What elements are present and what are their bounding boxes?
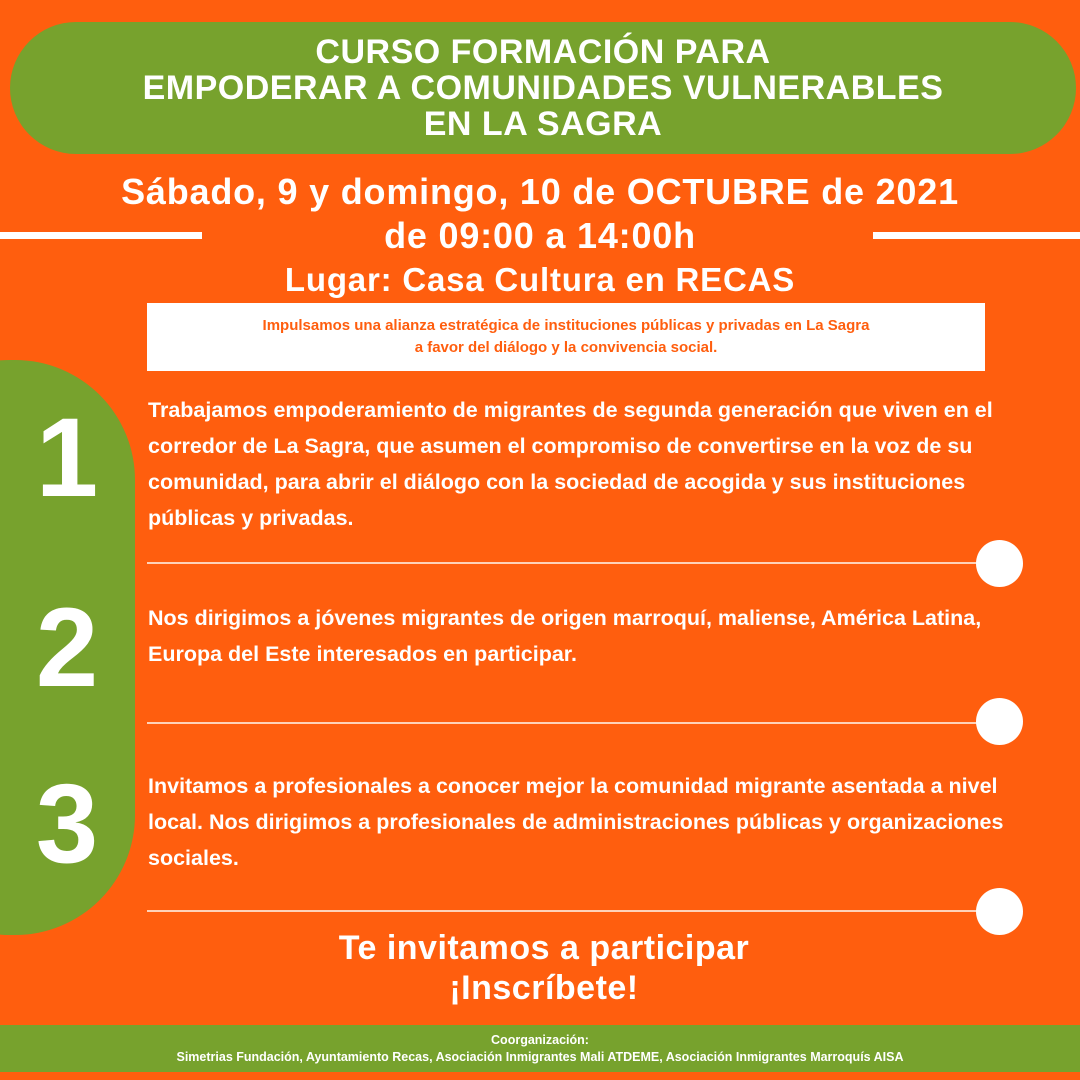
item-number-1: 1	[35, 395, 99, 520]
item-number-3: 3	[35, 761, 99, 886]
item-divider-3	[147, 910, 977, 912]
event-details	[0, 170, 1080, 302]
event-place: Lugar: Casa Cultura en RECAS	[284, 261, 796, 298]
item-number-2: 2	[35, 585, 99, 710]
call-to-action	[0, 928, 1080, 1008]
title-line-2: EMPODERAR A COMUNIDADES VULNERABLES	[142, 69, 944, 107]
item-divider-1	[147, 562, 977, 564]
intro-box	[147, 303, 985, 371]
footer-organizers	[0, 1025, 1080, 1072]
title-line-3: EN LA SAGRA	[423, 105, 663, 143]
event-dates: Sábado, 9 y domingo, 10 de OCTUBRE de 2021	[121, 171, 959, 212]
cta-invite: Te invitamos a participar	[338, 929, 750, 967]
item-divider-2	[147, 722, 977, 724]
footer-label: Coorganización:	[491, 1032, 589, 1047]
title-banner	[10, 22, 1076, 154]
title-line-1: CURSO FORMACIÓN PARA	[315, 33, 771, 71]
item-text-2: Nos dirigimos a jóvenes migrantes de origen marroquí, maliense, América Latina, Europa del Este interesados en participar.	[148, 606, 982, 666]
footer-organizer-list: Simetrias Fundación, Ayuntamiento Recas, Asociación Inmigrantes Mali ATDEME, Asociación Inmigrantes Marroquís AISA	[176, 1049, 904, 1064]
intro-line-2: a favor del diálogo y la convivencia social.	[414, 339, 718, 356]
item-text-1: Trabajamos empoderamiento de migrantes de segunda generación que viven en el corredor de La Sagra, que asumen el compromiso de convertirse en la voz de su comunidad, para abrir el diálogo con la sociedad de acogida y sus instituciones públicas y privadas.	[148, 398, 993, 530]
divider-dot-2	[976, 698, 1023, 745]
event-hours: de 09:00 a 14:00h	[384, 215, 696, 256]
cta-signup: ¡Inscríbete!	[449, 969, 639, 1007]
divider-dot-1	[976, 540, 1023, 587]
intro-line-1: Impulsamos una alianza estratégica de instituciones públicas y privadas en La Sagra	[262, 317, 870, 334]
item-text-3: Invitamos a profesionales a conocer mejor la comunidad migrante asentada a nivel local. Nos dirigimos a profesionales de administraciones públicas y organizaciones sociales.	[148, 774, 1004, 870]
